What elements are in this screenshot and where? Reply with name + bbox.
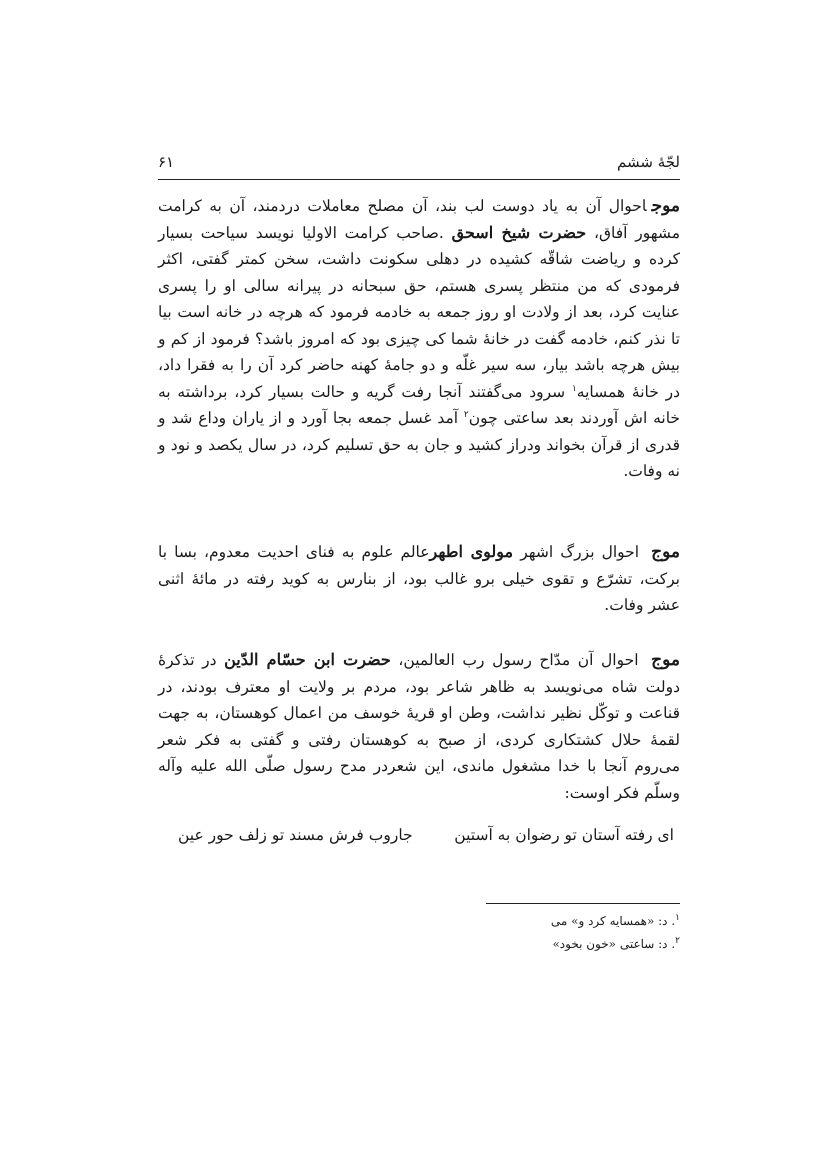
paragraph-3 — [158, 647, 680, 806]
paragraph-text: سرود می‌گفتند آنجا رفت گریه و حالت بسیار کرد، برداشته به خانه اش آوردند بعد ساعتی چون — [158, 382, 681, 427]
paragraph-text: .صاحب کرامت الاولیا نویسد سیاحت بسیار کرده و ریاضت شاقّه کشیده در دهلی سکونت داشت، سخن کمتر گفتی، اکثر فرمودی که من منتظر پسری هستم، حق سبحانه در پیرانه سالی او را پسری عنایت کرد، بعد از ولادت او روز جمعه به خادمه فرمود که هرچه در خانه است بیا تا نذر کنم، خادمه گفت در خانهٔ شما کی چیزی بود که امروز باشد؟ فرمود از کم و بیش هرچه باشد بیار، سه سیر غلّه و دو جامهٔ کهنه حاضر کرد آن را به فقرا داد، در خانهٔ همسایه — [158, 223, 681, 401]
footnote-2 — [552, 935, 680, 953]
paragraph-text: احوال بزرگ اشهر — [520, 543, 640, 561]
person-name: حضرت ابن حسّام الدّین — [224, 650, 391, 669]
chapter-title: لجّهٔ ششم — [617, 153, 680, 171]
verse-hemistich-1: ای رفته آستان تو رضوان به آستین — [454, 826, 674, 844]
running-head — [158, 150, 680, 174]
page-number: ۶۱ — [158, 153, 175, 171]
footnote-text: . د: ساعتی «خون بخود» — [552, 937, 676, 951]
footnote-mark: ۱ — [675, 913, 680, 923]
paragraph-lead: موج — [651, 196, 680, 216]
header-rule — [158, 179, 680, 180]
verse-couplet — [158, 822, 680, 848]
footnote-text: . د: «همسایه کرد و» می — [550, 914, 676, 928]
footnote-1 — [551, 912, 680, 930]
paragraph-lead: موج — [651, 542, 680, 562]
person-name: حضرت شیخ اسحق — [451, 222, 587, 242]
footnote-ref-2[interactable]: ۲ — [463, 409, 469, 420]
paragraph-text: آمد غسل جمعه بجا آورد و از یاران وداع شد و قدری از قرآن بخواند ودراز کشید و جان به حق تسلیم کرد، در سال یکصد و نود و نه وفات. — [158, 409, 680, 480]
person-name: مولوی اطهر — [429, 542, 514, 561]
footnote-rule — [486, 903, 680, 904]
footnote-mark: ۲ — [675, 936, 680, 946]
paragraph-text: عالم علوم به فنای احدیت معدوم، بسا با برکت، تشرّع و تقوی خیلی برو غالب بود، از بنارس به کوید رفته در مائهٔ اثنی عشر وفات. — [158, 543, 680, 614]
paragraph-lead: موج — [651, 650, 680, 670]
paragraph-1 — [158, 193, 680, 485]
paragraph-2 — [158, 539, 680, 619]
footnote-ref-1[interactable]: ۱ — [571, 383, 577, 394]
paragraph-text: در تذکرهٔ دولت شاه می‌نویسد به ظاهر شاعر بود، مردم بر ولایت او معترف بودند، در قناعت و توکّل نظیر نداشت، وطن او قریهٔ خوسف من اعمال کوهستان، به جهت لقمهٔ حلال کشتکاری کردی، از صبح به کوهستان رفتی و گفتی به فکر شعر می‌روم آنجا با خدا مشغول ماندی، این شعردر مدح رسول صلّی الله علیه وآله وسلّم فکر اوست: — [158, 651, 680, 802]
paragraph-text: احوال آن به یاد دوست لب بند، آن مصلح معاملات دردمند، آن به کرامت مشهور آفاق، — [158, 197, 680, 242]
verse-hemistich-2: جاروب فرش مسند تو زلف حور عین — [178, 826, 413, 844]
paragraph-text: احوال آن مدّاح رسول رب العالمین، — [398, 651, 639, 669]
